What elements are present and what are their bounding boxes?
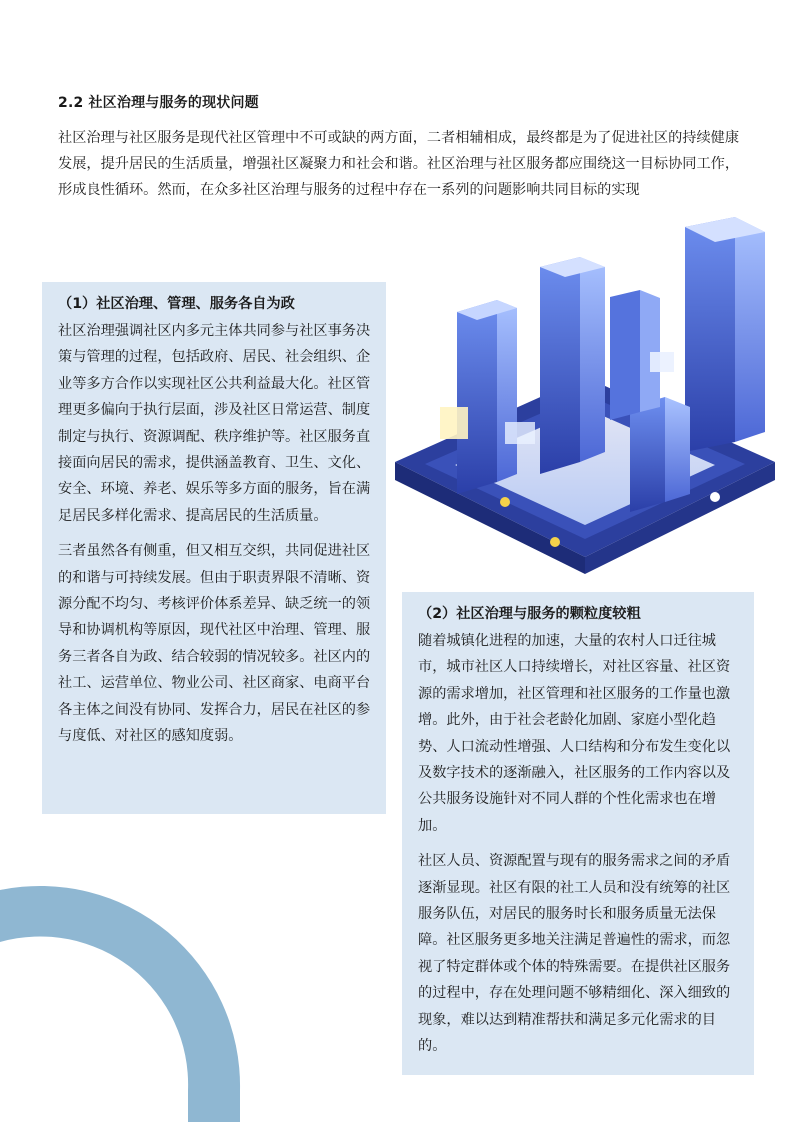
decorative-arc (0, 850, 250, 1122)
issue-1-paragraph-2: 三者虽然各有侧重，但又相互交织，共同促进社区的和谐与可持续发展。但由于职责界限不清晰、资源分配不均匀、考核评价体系差异、缺乏统一的领导和协调机构等原因，现代社区中治理、管理、服务三者各自为政、结合较弱的情况较多。社区内的社工、运营单位、物业公司、社区商家、电商平台各主体之间没有协同、发挥合力，居民在社区的参与度低、对社区的感知度弱。 (58, 543, 371, 745)
issue-1-paragraph-1: 社区治理强调社区内多元主体共同参与社区事务决策与管理的过程，包括政府、居民、社会组织、企业等多方合作以实现社区公共利益最大化。社区管理更多偏向于执行层面，涉及社区日常运营、制度制定与执行、资源调配、秩序维护等。社区服务直接面向居民的需求，提供涵盖教育、卫生、文化、安全、环境、养老、娱乐等多方面的服务，旨在满足居民多样化需求、提高居民的生活质量。 (58, 323, 371, 524)
issue-box-2 (402, 592, 754, 1075)
issue-2-heading: （2）社区治理与服务的颗粒度较粗 (418, 606, 641, 622)
issue-2-paragraph-2: 社区人员、资源配置与现有的服务需求之间的矛盾逐渐显现。社区有限的社工人员和没有统筹的社区服务队伍，对居民的服务时长和服务质量无法保障。社区服务更多地关注满足普遍性的需求，而忽视了特定群体或个体的特殊需要。在提供社区服务的过程中，存在处理问题不够精细化、深入细致的现象，难以达到精准帮扶和满足多元化需求的目的。 (418, 853, 731, 1055)
issue-box-1 (42, 282, 386, 814)
intro-paragraph: 社区治理与社区服务是现代社区管理中不可或缺的两方面，二者相辅相成，最终都是为了促进社区的持续健康发展，提升居民的生活质量，增强社区凝聚力和社会和谐。社区治理与社区服务都应围绕这一目标协同工作，形成良性循环。然而，在众多社区治理与服务的过程中存在一系列的问题影响共同目标的实现 (58, 130, 740, 198)
section-title: 2.2 社区治理与服务的现状问题 (58, 95, 259, 111)
issue-2-paragraph-1: 随着城镇化进程的加速，大量的农村人口迁往城市，城市社区人口持续增长，对社区容量、社区资源的需求增加，社区管理和社区服务的工作量也激增。此外，由于社会老龄化加剧、家庭小型化趋势、人口流动性增强、人口结构和分布发生变化以及数字技术的逐渐融入，社区服务的工作内容以及公共服务设施针对不同人群的个性化需求也在增加。 (418, 633, 731, 834)
smart-city-illustration (385, 212, 785, 597)
issue-1-heading: （1）社区治理、管理、服务各自为政 (58, 296, 295, 312)
